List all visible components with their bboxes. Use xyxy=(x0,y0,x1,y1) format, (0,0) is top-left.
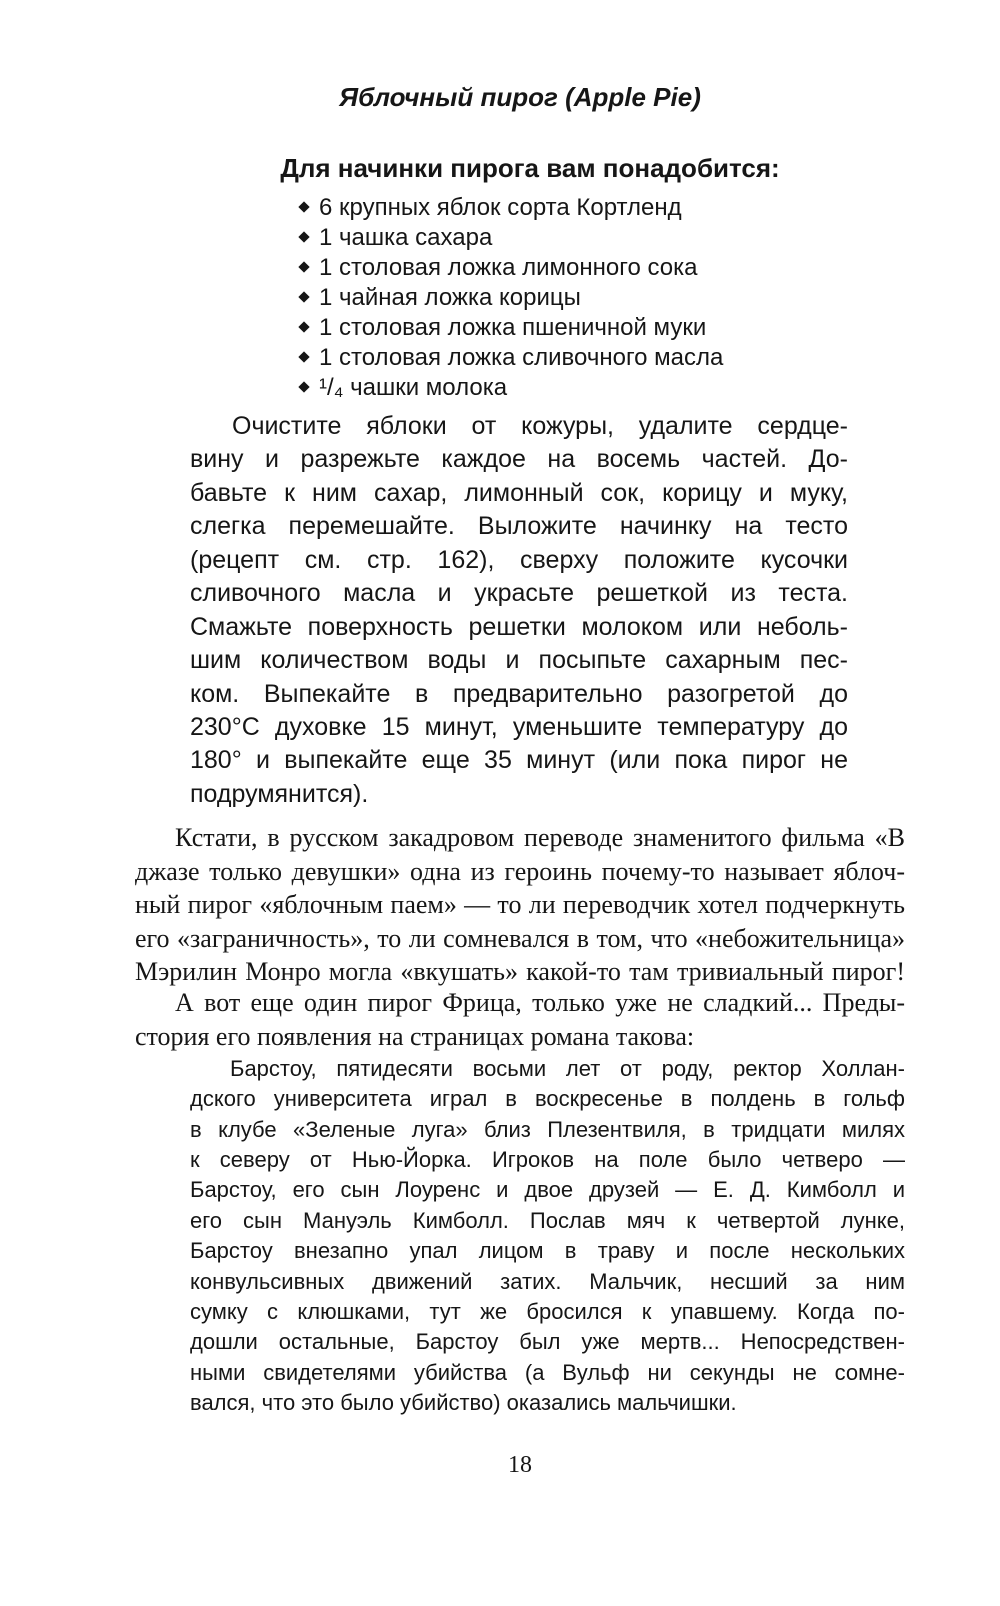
instruction-line: 180° и выпекайте еще 35 минут (или пока пирог не xyxy=(190,746,848,775)
commentary-line: Мэрилин Монро могла «вкушать» какой-то там тривиальный пирог! xyxy=(135,957,905,986)
instruction-line: (рецепт см. стр. 162), сверху положите кусочки xyxy=(190,545,848,574)
diamond-bullet-icon xyxy=(298,381,309,392)
quote-line: ными свидетелями убийства (а Вульф ни секунды не сомне- xyxy=(190,1359,905,1385)
ingredient-text: 1 чайная ложка корицы xyxy=(319,284,581,311)
instruction-line: шим количеством воды и посыпьте сахарным пес- xyxy=(190,646,848,675)
instruction-line: вину и разрежьте каждое на восемь частей. До- xyxy=(190,445,848,474)
ingredient-item xyxy=(297,283,723,313)
diamond-bullet-icon xyxy=(298,321,309,332)
instruction-line: подрумянится). xyxy=(190,779,369,808)
quote-line: его сын Мануэль Кимболл. Послав мяч к четвертой лунке, xyxy=(190,1207,905,1233)
ingredient-item xyxy=(297,313,723,343)
recipe-title: Яблочный пирог (Apple Pie) xyxy=(339,82,701,112)
ingredient-text: 1 столовая ложка сливочного масла xyxy=(319,344,724,371)
quote-line: дского университета играл в воскресенье в полдень в гольф xyxy=(190,1086,905,1112)
quote-line: сумку с клюшками, тут же бросился к упавшему. Когда по- xyxy=(190,1298,905,1324)
commentary-line: Кстати, в русском закадровом переводе знаменитого фильма «В xyxy=(175,823,905,852)
quote-line: конвульсивных движений затих. Мальчик, несший за ним xyxy=(190,1268,905,1294)
instruction-line: сливочного масла и украсьте решеткой из теста. xyxy=(190,579,848,608)
ingredient-item xyxy=(297,253,723,283)
commentary-line: стория его появления на страницах романа такова: xyxy=(135,1021,695,1051)
ingredient-item xyxy=(297,223,723,253)
diamond-bullet-icon xyxy=(298,351,309,362)
ingredient-item xyxy=(297,373,723,403)
ingredient-text: 6 крупных яблок сорта Кортленд xyxy=(319,194,682,221)
quote-line: Барстоу, пятидесяти восьми лет от роду, ректор Холлан- xyxy=(230,1056,905,1081)
ingredient-text: 1 столовая ложка пшеничной муки xyxy=(319,314,707,341)
quote-line: вался, что это было убийство) оказались мальчишки. xyxy=(190,1389,737,1415)
instruction-line: ком. Выпекайте в предварительно разогретой до xyxy=(190,679,848,708)
filling-heading: Для начинки пирога вам понадобится: xyxy=(280,153,780,183)
commentary-paragraph-2 xyxy=(135,986,905,1053)
page-number: 18 xyxy=(508,1452,532,1478)
commentary-line: джазе только девушки» одна из героинь почему-то называет яблоч- xyxy=(135,856,905,886)
ingredient-text: 1 столовая ложка лимонного сока xyxy=(319,254,698,281)
ingredient-item xyxy=(297,193,723,223)
commentary-line: ный пирог «яблочным паем» — то ли переводчик хотел подчеркнуть xyxy=(135,890,905,919)
ingredient-list xyxy=(297,193,723,403)
novel-quote xyxy=(190,1054,905,1418)
diamond-bullet-icon xyxy=(298,291,309,302)
quote-line: Барстоу, его сын Лоуренс и двое друзей — Е. Д. Кимболл и xyxy=(190,1177,905,1203)
quote-line: к северу от Нью-Йорка. Игроков на поле было четверо — xyxy=(190,1147,905,1173)
quote-line: в клубе «Зеленые луга» близ Плезентвиля, в тридцати милях xyxy=(190,1116,905,1142)
commentary-line: А вот еще один пирог Фрица, только уже не сладкий... Преды- xyxy=(175,988,905,1017)
quote-line: дошли остальные, Барстоу был уже мертв... Непосредствен- xyxy=(190,1329,905,1355)
instruction-line: Смажьте поверхность решетки молоком или неболь- xyxy=(190,612,848,641)
ingredient-item xyxy=(297,343,723,373)
ingredient-text: 1 чашка сахара xyxy=(319,224,493,251)
diamond-bullet-icon xyxy=(298,261,309,272)
diamond-bullet-icon xyxy=(298,201,309,212)
recipe-instructions xyxy=(190,410,848,811)
commentary-line: его «заграничность», то ли сомневался в том, что «небожительница» xyxy=(135,923,905,953)
instruction-line: Очистите яблоки от кожуры, удалите сердце- xyxy=(232,412,848,440)
instruction-line: 230°С духовке 15 минут, уменьшите температуру до xyxy=(190,712,848,741)
commentary-paragraph-1 xyxy=(135,821,905,989)
instruction-line: бавьте к ним сахар, лимонный сок, корицу и муку, xyxy=(190,478,848,507)
quote-line: Барстоу внезапно упал лицом в траву и после нескольких xyxy=(190,1238,905,1264)
instruction-line: слегка перемешайте. Выложите начинку на тесто xyxy=(190,512,848,541)
diamond-bullet-icon xyxy=(298,231,309,242)
ingredient-text: ¹/₄ чашки молока xyxy=(319,374,508,401)
